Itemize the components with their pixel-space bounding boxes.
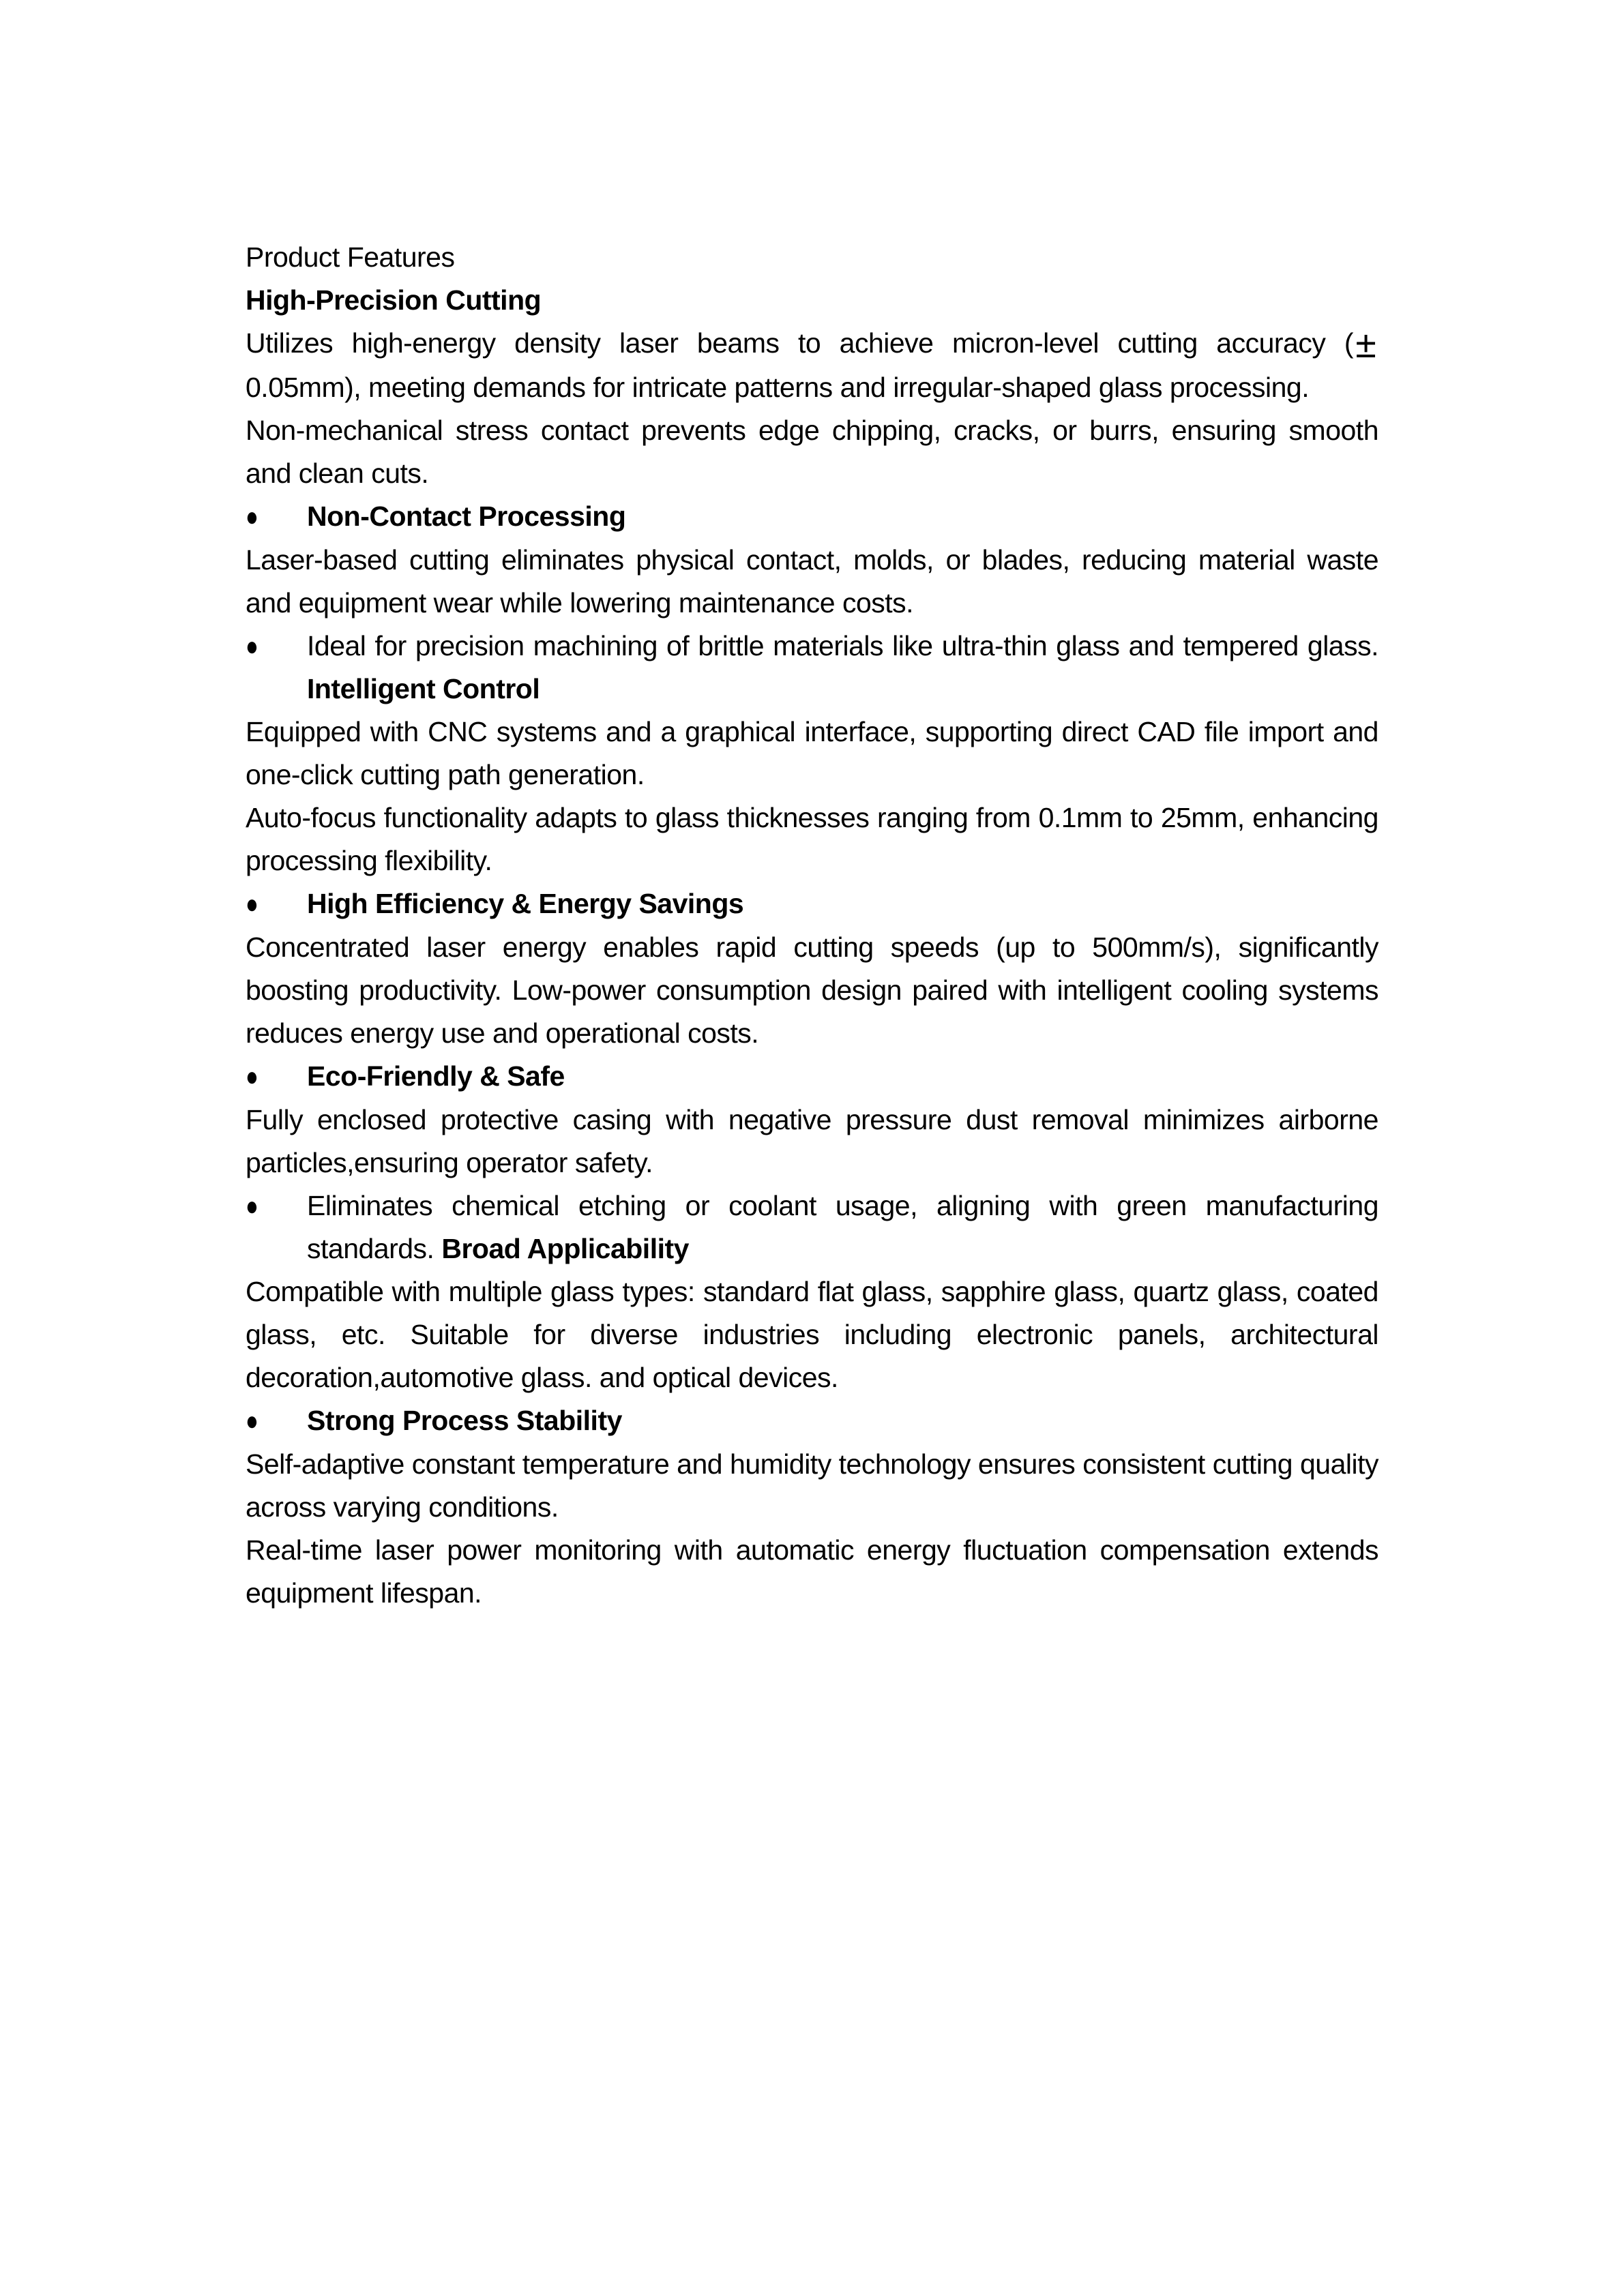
bullet-marker <box>246 882 307 926</box>
bullet-text: Eliminates chemical etching or coolant usage, aligning with green manufacturing standards. <box>307 1189 1378 1264</box>
bullet-heading-non-contact-processing: Non-Contact Processing <box>307 500 626 532</box>
para-broad-applicability-1: Compatible with multiple glass types: standard flat glass, sapphire glass, quartz glass, coated glass, etc. Suitable for diverse industries including electronic panels, architectural decoration,automotive glass. and optical devices. <box>246 1275 1378 1393</box>
bullet-marker <box>246 1184 307 1228</box>
bullet-text: Ideal for precision machining of brittle materials like ultra-thin glass and tempered glass. <box>307 629 1378 661</box>
bullet-icon: ● <box>246 889 259 919</box>
bullet-heading-high-efficiency: High Efficiency & Energy Savings <box>307 887 744 919</box>
heading-high-precision-cutting: High-Precision Cutting <box>246 284 542 316</box>
heading-broad-applicability: Broad Applicability <box>441 1232 689 1264</box>
para-text: Utilizes high-energy density laser beams to achieve micron-level cutting accuracy ( <box>246 327 1353 359</box>
para-intelligent-control-2: Auto-focus functionality adapts to glass thicknesses ranging from 0.1mm to 25mm, enhancing processing flexibility. <box>246 801 1378 876</box>
para-non-contact-1: Laser-based cutting eliminates physical contact, molds, or blades, reducing material waste and equipment wear while lowering maintenance costs. <box>246 543 1378 618</box>
bullet-icon: ● <box>246 1405 259 1436</box>
bullet-marker <box>246 625 307 668</box>
bullet-body-ideal-precision <box>307 625 1378 711</box>
heading-intelligent-control: Intelligent Control <box>307 672 540 704</box>
bullet-item-ideal-precision <box>246 625 1378 711</box>
bullet-heading-eco-friendly: Eco-Friendly & Safe <box>307 1060 565 1092</box>
doc-title: Product Features <box>246 241 455 273</box>
para-high-precision-1 <box>246 322 1378 409</box>
para-intelligent-control-1: Equipped with CNC systems and a graphical interface, supporting direct CAD file import and one-click cutting path generation. <box>246 715 1378 790</box>
bullet-heading-strong-process-stability: Strong Process Stability <box>307 1404 622 1436</box>
bullet-item-strong-process-stability <box>246 1399 1378 1443</box>
para-high-efficiency-1: Concentrated laser energy enables rapid cutting speeds (up to 500mm/s), significantly boosting productivity. Low-power consumption design paired with intelligent cooling systems reduces energy use and operational costs. <box>246 931 1378 1049</box>
bullet-icon: ● <box>246 1191 259 1221</box>
para-process-stability-1: Self-adaptive constant temperature and humidity technology ensures consistent cutting quality across varying conditions. <box>246 1448 1378 1523</box>
bullet-icon: ● <box>246 501 259 532</box>
bullet-body-eliminates-chemical <box>307 1184 1378 1270</box>
para-process-stability-2: Real-time laser power monitoring with automatic energy fluctuation compensation extends equipment lifespan. <box>246 1534 1378 1609</box>
para-eco-friendly-1: Fully enclosed protective casing with negative pressure dust removal minimizes airborne particles,ensuring operator safety. <box>246 1103 1378 1178</box>
bullet-marker <box>246 1399 307 1443</box>
plus-minus-symbol: ± <box>1355 323 1376 366</box>
bullet-item-eco-friendly <box>246 1055 1378 1099</box>
para-high-precision-2: Non-mechanical stress contact prevents edge chipping, cracks, or burrs, ensuring smooth and clean cuts. <box>246 414 1378 489</box>
bullet-item-eliminates-chemical <box>246 1184 1378 1270</box>
bullet-marker <box>246 495 307 539</box>
bullet-icon: ● <box>246 1061 259 1092</box>
bullet-marker <box>246 1055 307 1099</box>
document-content <box>246 236 1378 1615</box>
bullet-item-non-contact-processing <box>246 495 1378 539</box>
bullet-icon: ● <box>246 631 259 661</box>
para-text: 0.05mm), meeting demands for intricate patterns and irregular-shaped glass processing. <box>246 371 1310 403</box>
bullet-item-high-efficiency <box>246 882 1378 926</box>
